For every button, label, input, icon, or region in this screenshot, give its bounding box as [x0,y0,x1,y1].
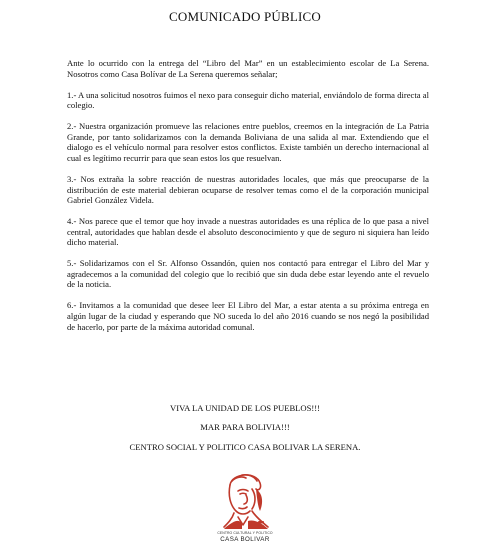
point-1-paragraph: 1.- A una solicitud nosotros fuimos el nexo para conseguir dicho material, enviándolo de forma directa al colegio. [67,89,429,111]
slogan-unity: VIVA LA UNIDAD DE LOS PUEBLOS!!! [170,403,320,413]
bolivar-portrait-icon [212,467,278,531]
casa-bolivar-logo [212,467,278,547]
point-2-paragraph: 2.- Nuestra organización promueve las relaciones entre pueblos, creemos en la integración de La Patria Grande, por tanto solidarizamos con la demanda Boliviana de una salida al mar. Extendiendo que el dialogo es el vehículo normal para resolver estos conflictos. Existe también un derecho internacional al cual es legítimo recurrir para que sean estos los que resuelvan. [67,121,429,163]
intro-paragraph: Ante lo ocurrido con la entrega del “Libro del Mar” en un establecimiento escolar de La Serena. Nosotros como Casa Bolívar de La Serena queremos señalar; [67,58,429,79]
point-4-paragraph: 4.- Nos parece que el temor que hoy invade a nuestras autoridades es una réplica de lo que pasa a nivel central, autoridades que hablan desde el absoluto desconocimiento y que de seguro ni siquiera han leído dicho material. [67,216,429,248]
document-title: COMUNICADO PÚBLICO [168,9,322,24]
slogan-sea-bolivia: MAR PARA BOLIVIA!!! [200,422,290,433]
signature-organization: CENTRO SOCIAL Y POLITICO CASA BOLIVAR LA SERENA. [129,441,361,452]
closing-slogans [0,403,490,461]
logo-subtitle: CENTRO CULTURAL Y POLITICO [217,531,273,535]
point-3-paragraph: 3.- Nos extraña la sobre reacción de nuestras autoridades locales, que más que preocuparse de la distribución de este material debieran ocuparse de resolver temas como el de la corporación municipal Gabriel González Videla. [67,173,429,206]
point-6-paragraph: 6.- Invitamos a la comunidad que desee leer El Libro del Mar, a estar atenta a su próxima entrega en algún lugar de la ciudad y esperando que NO suceda lo del año 2016 cuando se nos negó la posibilidad de hacerlo, por parte de la máxima autoridad comunal. [67,300,429,332]
document-body [67,58,429,343]
logo-name: CASA BOLIVAR [220,536,270,543]
point-5-paragraph: 5.- Solidarizamos con el Sr. Alfonso Ossandón, quien nos contactó para entregar el Libro del Mar y agradecemos a la comunidad del colegio que lo recibió que sin duda debe estar leyendo ante el revuelo de la noticia. [67,258,429,290]
